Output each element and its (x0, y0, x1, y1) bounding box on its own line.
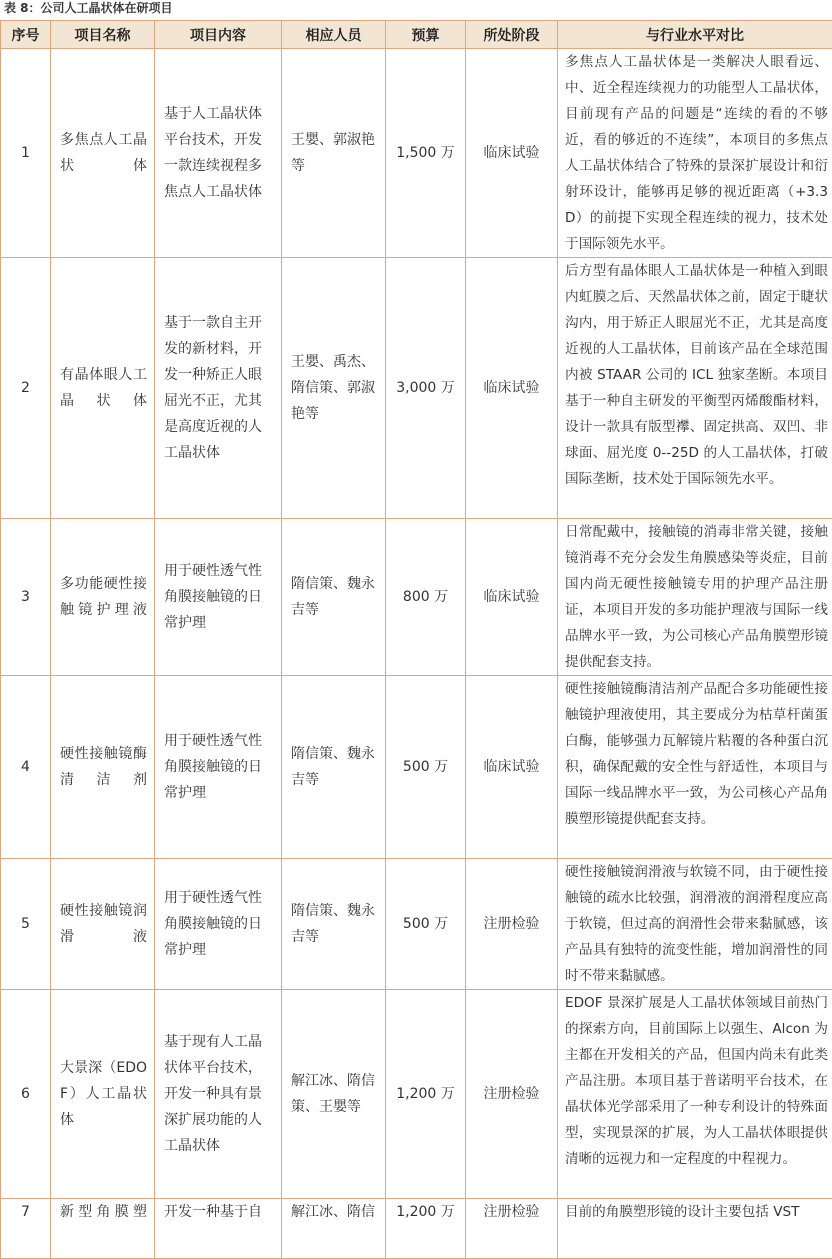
cell-project-content: 用于硬性透气性角膜接触镜的日常护理 (155, 859, 282, 990)
cell-budget: 500 万 (386, 859, 466, 990)
table-row (1, 519, 832, 676)
cell-members: 解江冰、隋信 (282, 1199, 386, 1259)
cell-stage: 注册检验 (466, 990, 558, 1199)
cell-project-name: 硬性接触镜酶清洁剂 (51, 676, 155, 859)
table-row (1, 1199, 832, 1259)
header-budget: 预算 (386, 21, 466, 49)
cell-members: 隋信策、魏永吉等 (282, 519, 386, 676)
cell-members: 解江冰、隋信策、王嬰等 (282, 990, 386, 1199)
cell-members: 王嬰、禹杰、隋信策、郭淑艳等 (282, 258, 386, 519)
table-row (1, 990, 832, 1199)
cell-budget: 1,500 万 (386, 49, 466, 258)
cell-industry-comparison: 后方型有晶体眼人工晶状体是一种植入到眼内虹膜之后、天然晶状体之前，固定于睫状沟内，用于矫正人眼屈光不正，尤其是高度近视的人工晶状体，目前该产品在全球范围内被 STAAR 公司的 ICL 独家垄断。本项目基于一种自主研发的平衡型丙烯酸酯材料，设计一款具有版型襻、固定拱高、双凹、非球面、屈光度 0--25D 的人工晶状体，打破国际垄断，技术处于国际领先水平。 (558, 258, 832, 519)
cell-budget: 500 万 (386, 676, 466, 859)
table-header-row (1, 21, 832, 49)
cell-members: 隋信策、魏永吉等 (282, 676, 386, 859)
cell-project-name: 新型角膜塑 (51, 1199, 155, 1259)
header-members: 相应人员 (282, 21, 386, 49)
cell-budget: 800 万 (386, 519, 466, 676)
cell-project-name: 多焦点人工晶状体 (51, 49, 155, 258)
cell-project-content: 基于一款自主开发的新材料，开发一种矫正人眼屈光不正，尤其是高度近视的人工晶状体 (155, 258, 282, 519)
cell-industry-comparison: 日常配戴中，接触镜的消毒非常关键，接触镜消毒不充分会发生角膜感染等炎症，目前国内尚无硬性接触镜专用的护理产品注册证，本项目开发的多功能护理液与国际一线品牌水平一致，为公司核心产品角膜塑形镜提供配套支持。 (558, 519, 832, 676)
cell-members: 王嬰、郭淑艳等 (282, 49, 386, 258)
cell-industry-comparison: 目前的角膜塑形镜的设计主要包括 VST (558, 1199, 832, 1259)
cell-project-content: 基于现有人工晶状体平台技术，开发一种具有景深扩展功能的人工晶状体 (155, 990, 282, 1199)
cell-stage: 注册检验 (466, 1199, 558, 1259)
cell-project-content: 用于硬性透气性角膜接触镜的日常护理 (155, 519, 282, 676)
cell-industry-comparison: 硬性接触镜酶清洁剂产品配合多功能硬性接触镜护理液使用，其主要成分为枯草杆菌蛋白酶，能够强力瓦解镜片粘覆的各种蛋白沉积，确保配戴的安全性与舒适性，本项目与国际一线品牌水平一致，为公司核心产品角膜塑形镜提供配套支持。 (558, 676, 832, 859)
table-row (1, 258, 832, 519)
research-projects-table (0, 20, 832, 1259)
cell-industry-comparison: 硬性接触镜润滑液与软镜不同，由于硬性接触镜的疏水比较强，润滑液的润滑程度应高于软镜，但过高的润滑性会带来黏腻感，该产品具有独特的流变性能，增加润滑性的同时不带来黏腻感。 (558, 859, 832, 990)
cell-industry-comparison: EDOF 景深扩展是人工晶状体领域目前热门的探索方向，目前国际上以强生、Alcon 为主都在开发相关的产品，但国内尚未有此类产品注册。本项目基于普诺明平台技术，在晶状体光学部采用了一种专利设计的特殊面型，实现景深的扩展，为人工晶状体眼提供清晰的远视力和一定程度的中程视力。 (558, 990, 832, 1199)
cell-no: 1 (1, 49, 51, 258)
cell-stage: 临床试验 (466, 49, 558, 258)
cell-project-name: 大景深（EDOF）人工晶状体 (51, 990, 155, 1199)
header-stage: 所处阶段 (466, 21, 558, 49)
cell-members: 隋信策、魏永吉等 (282, 859, 386, 990)
cell-no: 5 (1, 859, 51, 990)
cell-industry-comparison: 多焦点人工晶状体是一类解决人眼看远、中、近全程连续视力的功能型人工晶状体，目前现有产品的问题是“连续的看的不够近，看的够近的不连续”，本项目的多焦点人工晶状体结合了特殊的景深扩展设计和衍射环设计，能够再足够的视近距离（+3.3D）的前提下实现全程连续的视力，技术处于国际领先水平。 (558, 49, 832, 258)
cell-budget: 1,200 万 (386, 1199, 466, 1259)
table-caption: 表 8：公司人工晶状体在研项目 (4, 0, 173, 20)
cell-no: 4 (1, 676, 51, 859)
cell-stage: 临床试验 (466, 676, 558, 859)
header-project-name: 项目名称 (51, 21, 155, 49)
cell-project-content: 开发一种基于自 (155, 1199, 282, 1259)
cell-stage: 临床试验 (466, 258, 558, 519)
header-industry-comparison: 与行业水平对比 (558, 21, 832, 49)
table-row (1, 859, 832, 990)
cell-no: 6 (1, 990, 51, 1199)
cell-stage: 注册检验 (466, 859, 558, 990)
cell-no: 2 (1, 258, 51, 519)
table-row (1, 676, 832, 859)
header-project-content: 项目内容 (155, 21, 282, 49)
cell-project-content: 基于人工晶状体平台技术，开发一款连续视程多焦点人工晶状体 (155, 49, 282, 258)
cell-project-name: 多功能硬性接触镜护理液 (51, 519, 155, 676)
cell-no: 7 (1, 1199, 51, 1259)
cell-budget: 1,200 万 (386, 990, 466, 1199)
cell-project-content: 用于硬性透气性角膜接触镜的日常护理 (155, 676, 282, 859)
cell-stage: 临床试验 (466, 519, 558, 676)
cell-project-name: 硬性接触镜润滑液 (51, 859, 155, 990)
cell-budget: 3,000 万 (386, 258, 466, 519)
cell-no: 3 (1, 519, 51, 676)
table-row (1, 49, 832, 258)
header-no: 序号 (1, 21, 51, 49)
cell-project-name: 有晶体眼人工晶状体 (51, 258, 155, 519)
